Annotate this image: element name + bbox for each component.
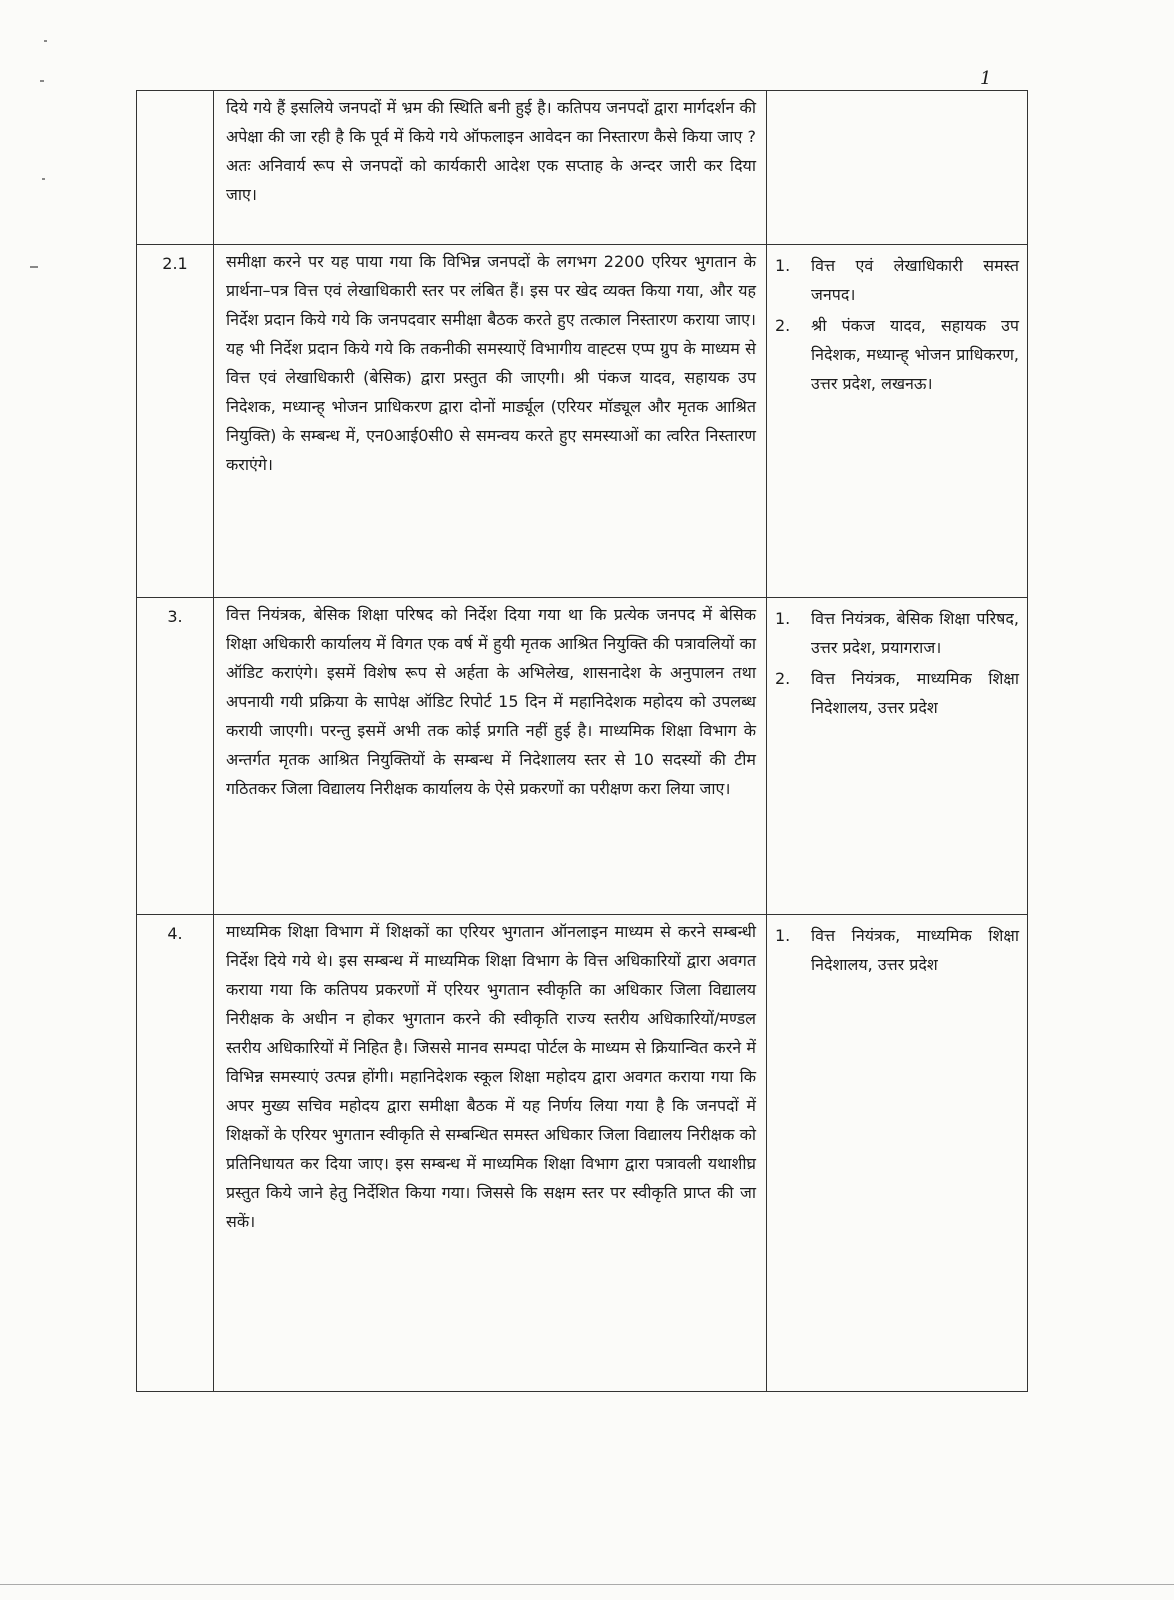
responsible-number: 1. xyxy=(775,926,791,945)
row-text: वित्त नियंत्रक, बेसिक शिक्षा परिषद को निर्देश दिया गया था कि प्रत्येक जनपद में बेसिक शिक्षा अधिकारी कार्यालय में विगत एक वर्ष में हुयी मृतक आश्रित नियुक्ति की पत्रावलियों का ऑडिट कराएंगे। इसमें विशेष रूप से अर्हता के अभिलेख, शासनादेश के अनुपालन तथा अपनायी गयी प्रक्रिया के सापेक्ष ऑडिट रिपोर्ट 15 दिन में महानिदेशक महोदय को उपलब्ध करायी जाएगी। परन्तु इसमें अभी तक कोई प्रगति नहीं हुई है। माध्यमिक शिक्षा विभाग के अन्तर्गत मृतक आश्रित नियुक्तियों के सम्बन्ध में निदेशालय स्तर से 10 सदस्यों की टीम गठितकर जिला विद्यालय निरीक्षक कार्यालय के ऐसे प्रकरणों का परीक्षण करा लिया जाए। xyxy=(214,598,767,915)
responsible-text: वित्त नियंत्रक, बेसिक शिक्षा परिषद, उत्तर प्रदेश, प्रयागराज। xyxy=(811,609,1019,657)
row-text: समीक्षा करने पर यह पाया गया कि विभिन्न जनपदों के लगभग 2200 एरियर भुगतान के प्रार्थना–पत्र वित्त एवं लेखाधिकारी स्तर पर लंबित हैं। इस पर खेद व्यक्त किया गया, और यह निर्देश प्रदान किये गये कि जनपदवार समीक्षा बैठक करते हुए तत्काल निस्तारण कराया जाए। यह भी निर्देश प्रदान किये गये कि तकनीकी समस्याऐं विभागीय वाह्टस एप्प ग्रुप के माध्यम से वित्त एवं लेखाधिकारी (बेसिक) द्वारा प्रस्तुत की जाएगी। श्री पंकज यादव, सहायक उप निदेशक, मध्यान्ह् भोजन प्राधिकरण द्वारा दोनों मार्ड्यूल (एरियर मॉड्यूल और मृतक आश्रित नियुक्ति) के सम्बन्ध में, एन0आई0सी0 से समन्वय करते हुए समस्याओं का त्वरित निस्तारण कराएंगे। xyxy=(214,245,767,598)
responsible-number: 1. xyxy=(775,256,791,275)
serial-number xyxy=(137,91,214,245)
serial-number: 2.1 xyxy=(137,245,214,598)
responsible-item xyxy=(775,311,1019,398)
table-row xyxy=(137,915,1028,1392)
responsible-cell xyxy=(767,91,1028,245)
responsible-number: 2. xyxy=(775,669,791,688)
responsible-text: वित्त एवं लेखाधिकारी समस्त जनपद। xyxy=(811,256,1019,304)
scan-mark xyxy=(44,40,47,42)
table-row xyxy=(137,245,1028,598)
page-bottom-rule xyxy=(0,1584,1174,1585)
scan-mark xyxy=(40,80,44,82)
table-row xyxy=(137,91,1028,245)
responsible-cell xyxy=(767,245,1028,598)
responsible-text: श्री पंकज यादव, सहायक उप निदेशक, मध्यान्ह् भोजन प्राधिकरण, उत्तर प्रदेश, लखनऊ। xyxy=(811,316,1019,393)
responsible-cell xyxy=(767,915,1028,1392)
serial-number: 3. xyxy=(137,598,214,915)
responsible-item xyxy=(775,664,1019,722)
serial-number: 4. xyxy=(137,915,214,1392)
responsible-cell xyxy=(767,598,1028,915)
minutes-table xyxy=(136,90,1028,1392)
responsible-number: 2. xyxy=(775,316,791,335)
row-text: माध्यमिक शिक्षा विभाग में शिक्षकों का एरियर भुगतान ऑनलाइन माध्यम से करने सम्बन्धी निर्देश दिये गये थे। इस सम्बन्ध में माध्यमिक शिक्षा विभाग के वित्त अधिकारियों द्वारा अवगत कराया गया कि कतिपय प्रकरणों में एरियर भुगतान स्वीकृति का अधिकार जिला विद्यालय निरीक्षक के अधीन न होकर भुगतान करने की स्वीकृति राज्य स्तरीय अधिकारियों/मण्डल स्तरीय अधिकारियों में निहित है। जिससे मानव सम्पदा पोर्टल के माध्यम से क्रियान्वित करने में विभिन्न समस्याएं उत्पन्न होंगी। महानिदेशक स्कूल शिक्षा महोदय द्वारा अवगत कराया गया कि अपर मुख्य सचिव महोदय द्वारा समीक्षा बैठक में यह निर्णय लिया गया है कि जनपदों में शिक्षकों के एरियर भुगतान स्वीकृति से सम्बन्धित समस्त अधिकार जिला विद्यालय निरीक्षक को प्रतिनिधायत कर दिया जाए। इस सम्बन्ध में माध्यमिक शिक्षा विभाग द्वारा पत्रावली यथाशीघ्र प्रस्तुत किये जाने हेतु निर्देशित किया गया। जिससे कि सक्षम स्तर पर स्वीकृति प्राप्त की जा सकें। xyxy=(214,915,767,1392)
responsible-number: 1. xyxy=(775,609,791,628)
responsible-text: वित्त नियंत्रक, माध्यमिक शिक्षा निदेशालय, उत्तर प्रदेश xyxy=(811,926,1019,974)
page-number: 1 xyxy=(980,68,992,89)
scan-mark xyxy=(30,266,38,268)
table-row xyxy=(137,598,1028,915)
responsible-item xyxy=(775,604,1019,662)
row-text: दिये गये हैं इसलिये जनपदों में भ्रम की स्थिति बनी हुई है। कतिपय जनपदों द्वारा मार्गदर्शन की अपेक्षा की जा रही है कि पूर्व में किये गये ऑफलाइन आवेदन का निस्तारण कैसे किया जाए ? अतः अनिवार्य रूप से जनपदों को कार्यकारी आदेश एक सप्ताह के अन्दर जारी कर दिया जाए। xyxy=(214,91,767,245)
scan-mark xyxy=(42,178,45,180)
responsible-item xyxy=(775,251,1019,309)
responsible-text: वित्त नियंत्रक, माध्यमिक शिक्षा निदेशालय, उत्तर प्रदेश xyxy=(811,669,1019,717)
responsible-item xyxy=(775,921,1019,979)
